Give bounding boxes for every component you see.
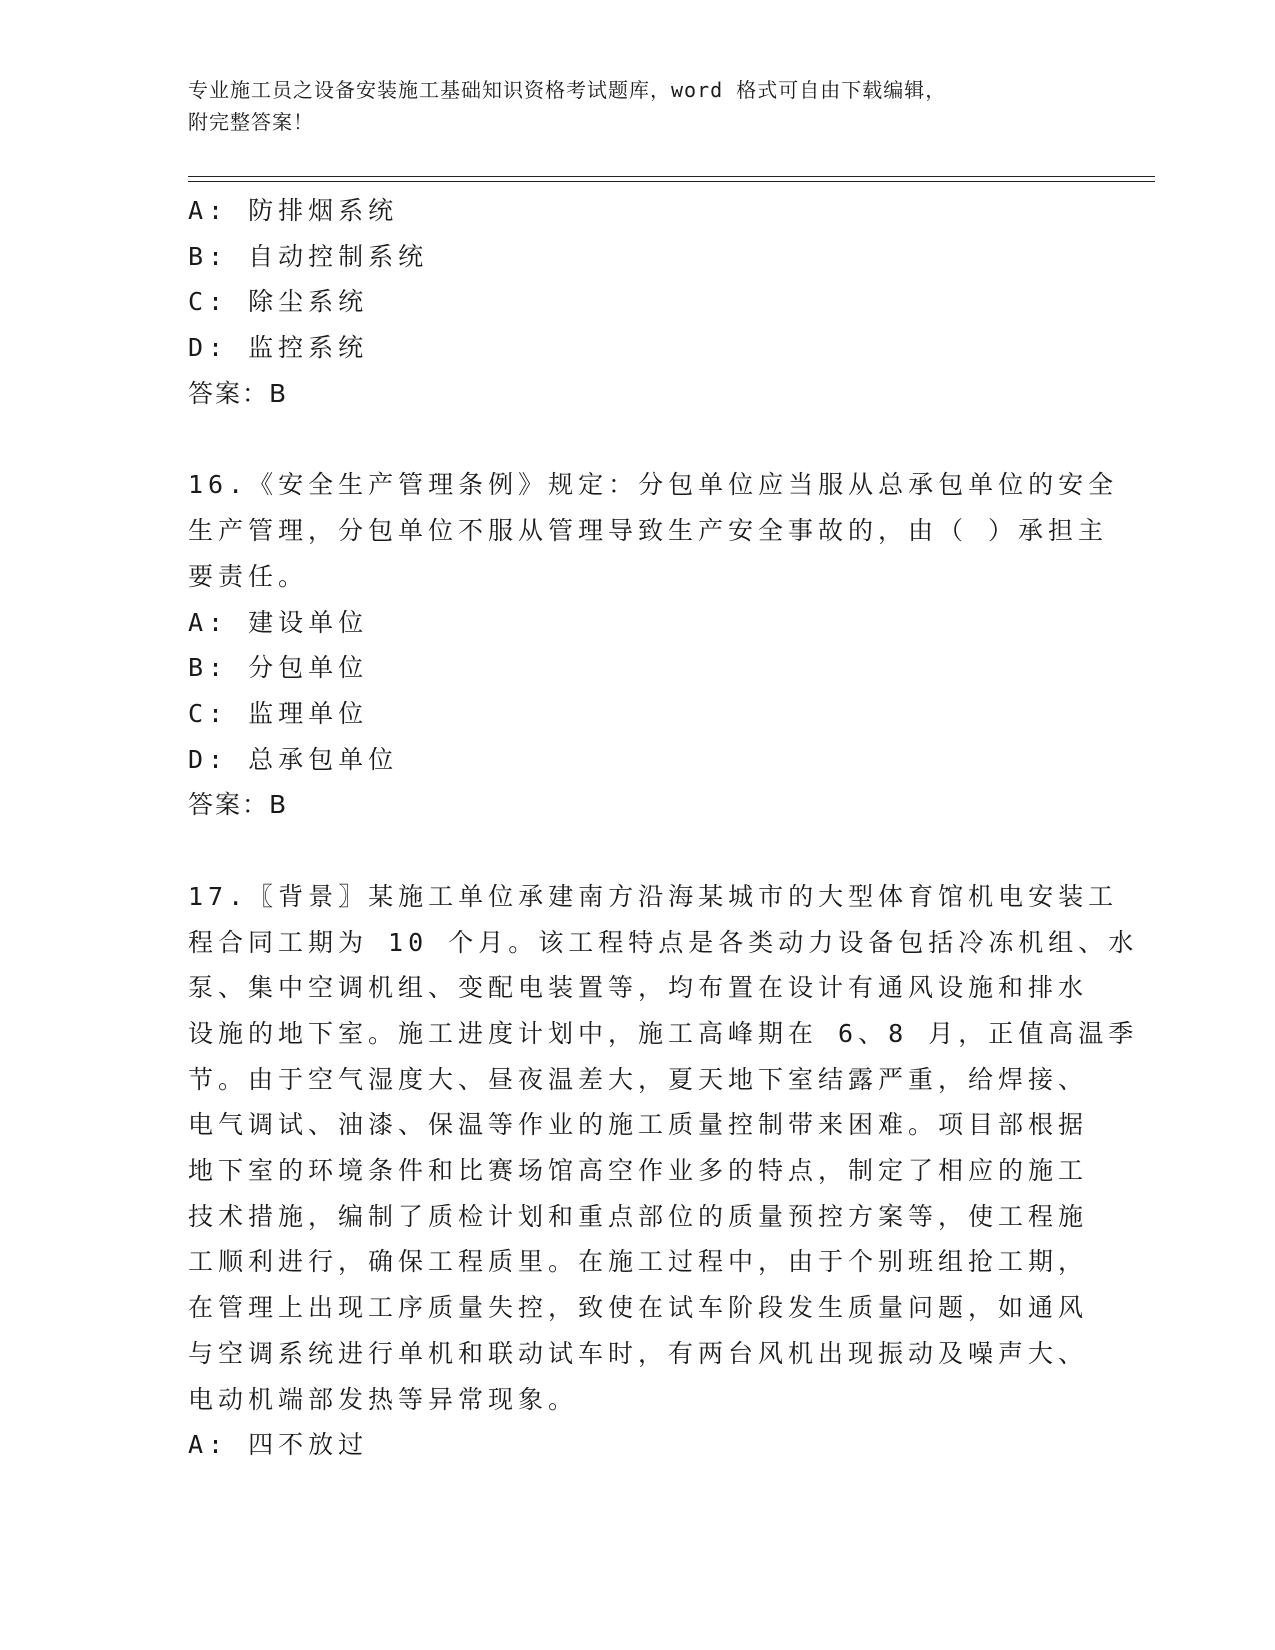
answer-line: 答案：B: [188, 790, 289, 820]
option-b: B: 分包单位: [188, 653, 369, 683]
question-text-line: 在管理上出现工序质量失控，致使在试车阶段发生质量问题，如通风: [188, 1293, 1089, 1323]
question-text-line: 电气调试、油漆、保温等作业的施工质量控制带来困难。项目部根据: [188, 1110, 1089, 1140]
option-a: A: 防排烟系统: [188, 196, 399, 225]
header-divider-top: [188, 176, 1155, 177]
question-15: [188, 188, 1078, 416]
question-16: [188, 462, 1119, 828]
question-text-line: 泵、集中空调机组、变配电装置等，均布置在设计有通风设施和排水: [188, 973, 1089, 1003]
option-d: D: 监控系统: [188, 333, 369, 363]
spacer: [188, 828, 1078, 874]
header-line-2: 附完整答案！: [188, 110, 314, 134]
option-c: C: 监理单位: [188, 698, 369, 728]
question-text-line: 与空调系统进行单机和联动试车时，有两台风机出现振动及噪声大、: [188, 1338, 1089, 1368]
option-b: B: 自动控制系统: [188, 241, 429, 271]
option-c: C: 除尘系统: [188, 287, 369, 317]
question-text-line: 设施的地下室。施工进度计划中，施工高峰期在 6、8 月，正值高温季: [188, 1019, 1139, 1048]
option-a: A: 建设单位: [188, 607, 369, 637]
question-text-line: 16.《安全生产管理条例》规定：分包单位应当服从总承包单位的安全: [188, 470, 1119, 500]
document-header: [188, 74, 1058, 138]
option-a: A: 四不放过: [188, 1430, 369, 1460]
spacer: [188, 416, 1078, 462]
question-17: [188, 874, 1139, 1468]
option-d: D: 总承包单位: [188, 744, 399, 774]
question-text-line: 要责任。: [188, 561, 309, 591]
document-body: [188, 188, 1139, 1468]
header-line-1: 专业施工员之设备安装施工基础知识资格考试题库，word 格式可自由下载编辑，: [188, 78, 947, 102]
question-text-line: 地下室的环境条件和比赛场馆高空作业多的特点，制定了相应的施工: [188, 1156, 1089, 1186]
question-text-line: 电动机端部发热等异常现象。: [188, 1384, 579, 1414]
question-text-line: 工顺利进行，确保工程质里。在施工过程中，由于个别班组抢工期，: [188, 1247, 1089, 1277]
question-text-line: 技术措施，编制了质检计划和重点部位的质量预控方案等，使工程施: [188, 1201, 1089, 1231]
question-text-line: 17.〖背景〗某施工单位承建南方沿海某城市的大型体育馆机电安装工: [188, 881, 1119, 911]
answer-line: 答案：B: [188, 378, 289, 408]
question-text-line: 生产管理，分包单位不服从管理导致生产安全事故的，由（ ）承担主: [188, 516, 1109, 546]
header-divider-bottom: [188, 181, 1155, 182]
question-text-line: 程合同工期为 10 个月。该工程特点是各类动力设备包括冷冻机组、水: [188, 927, 1139, 957]
question-text-line: 节。由于空气湿度大、昼夜温差大，夏天地下室结露严重，给焊接、: [188, 1064, 1089, 1094]
